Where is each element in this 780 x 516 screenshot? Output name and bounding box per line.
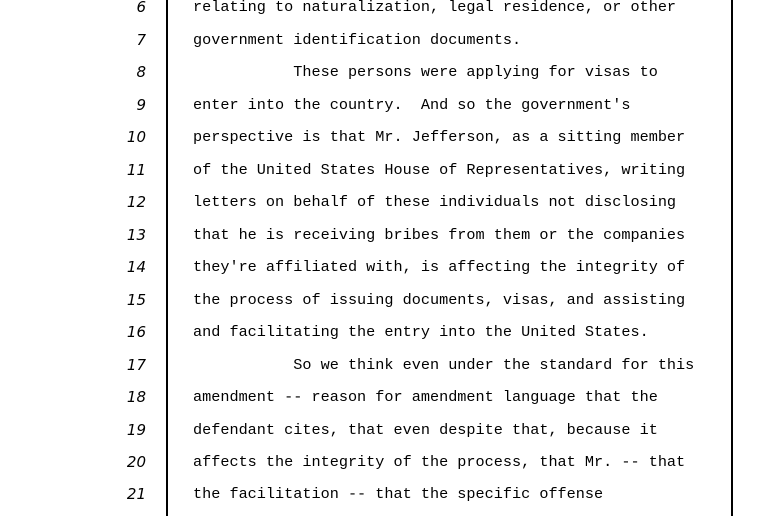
- line-number: 17: [126, 355, 146, 374]
- line-text: These persons were applying for visas to: [193, 63, 658, 81]
- line-text: relating to naturalization, legal residence, or other: [193, 0, 677, 16]
- line-number: 10: [126, 128, 146, 146]
- transcript-line: [0, 192, 780, 224]
- line-text: So we think even under the standard for this: [193, 355, 695, 374]
- line-text: government identification documents.: [193, 30, 522, 49]
- line-number: 15: [126, 290, 146, 309]
- line-number: 18: [126, 388, 146, 406]
- line-number: 11: [126, 160, 146, 179]
- line-text: the process of issuing documents, visas, and assisting: [193, 290, 686, 309]
- line-number: 7: [136, 30, 146, 49]
- transcript-line: [0, 290, 780, 322]
- line-text: letters on behalf of these individuals not disclosing: [193, 193, 677, 211]
- transcript-line: [0, 225, 780, 257]
- line-text: amendment -- reason for amendment language that the: [193, 388, 658, 406]
- line-number: 9: [136, 95, 146, 114]
- line-number: 16: [126, 323, 146, 341]
- transcript-line: [0, 322, 780, 354]
- transcript-line: [0, 0, 780, 29]
- line-text: and facilitating the entry into the United States.: [193, 323, 649, 341]
- line-text: perspective is that Mr. Jefferson, as a sitting member: [193, 128, 686, 146]
- line-number: 20: [126, 453, 146, 471]
- line-number: 12: [126, 193, 146, 211]
- line-number: 13: [126, 225, 146, 244]
- line-number: 19: [126, 420, 146, 439]
- line-number: 21: [126, 485, 146, 503]
- transcript-line: [0, 160, 780, 192]
- transcript-line: [0, 355, 780, 387]
- transcript-line: [0, 30, 780, 62]
- line-number: 8: [136, 63, 146, 81]
- transcript-line: [0, 420, 780, 452]
- line-text: they're affiliated with, is affecting the integrity of: [193, 258, 686, 276]
- transcript-line: [0, 257, 780, 289]
- line-text: affects the integrity of the process, that Mr. -- that: [193, 453, 686, 471]
- line-number: 6: [136, 0, 146, 16]
- line-text: of the United States House of Representatives, writing: [193, 160, 686, 179]
- transcript-line: [0, 484, 780, 516]
- transcript-line: [0, 95, 780, 127]
- transcript-line: [0, 62, 780, 94]
- line-text: enter into the country. And so the government's: [193, 95, 631, 114]
- line-number: 14: [126, 258, 146, 276]
- transcript-line: [0, 452, 780, 484]
- transcript-line: [0, 387, 780, 419]
- line-text: defendant cites, that even despite that, because it: [193, 420, 658, 439]
- transcript-line: [0, 127, 780, 159]
- line-text: the facilitation -- that the specific offense: [193, 485, 604, 503]
- line-text: that he is receiving bribes from them or the companies: [193, 225, 686, 244]
